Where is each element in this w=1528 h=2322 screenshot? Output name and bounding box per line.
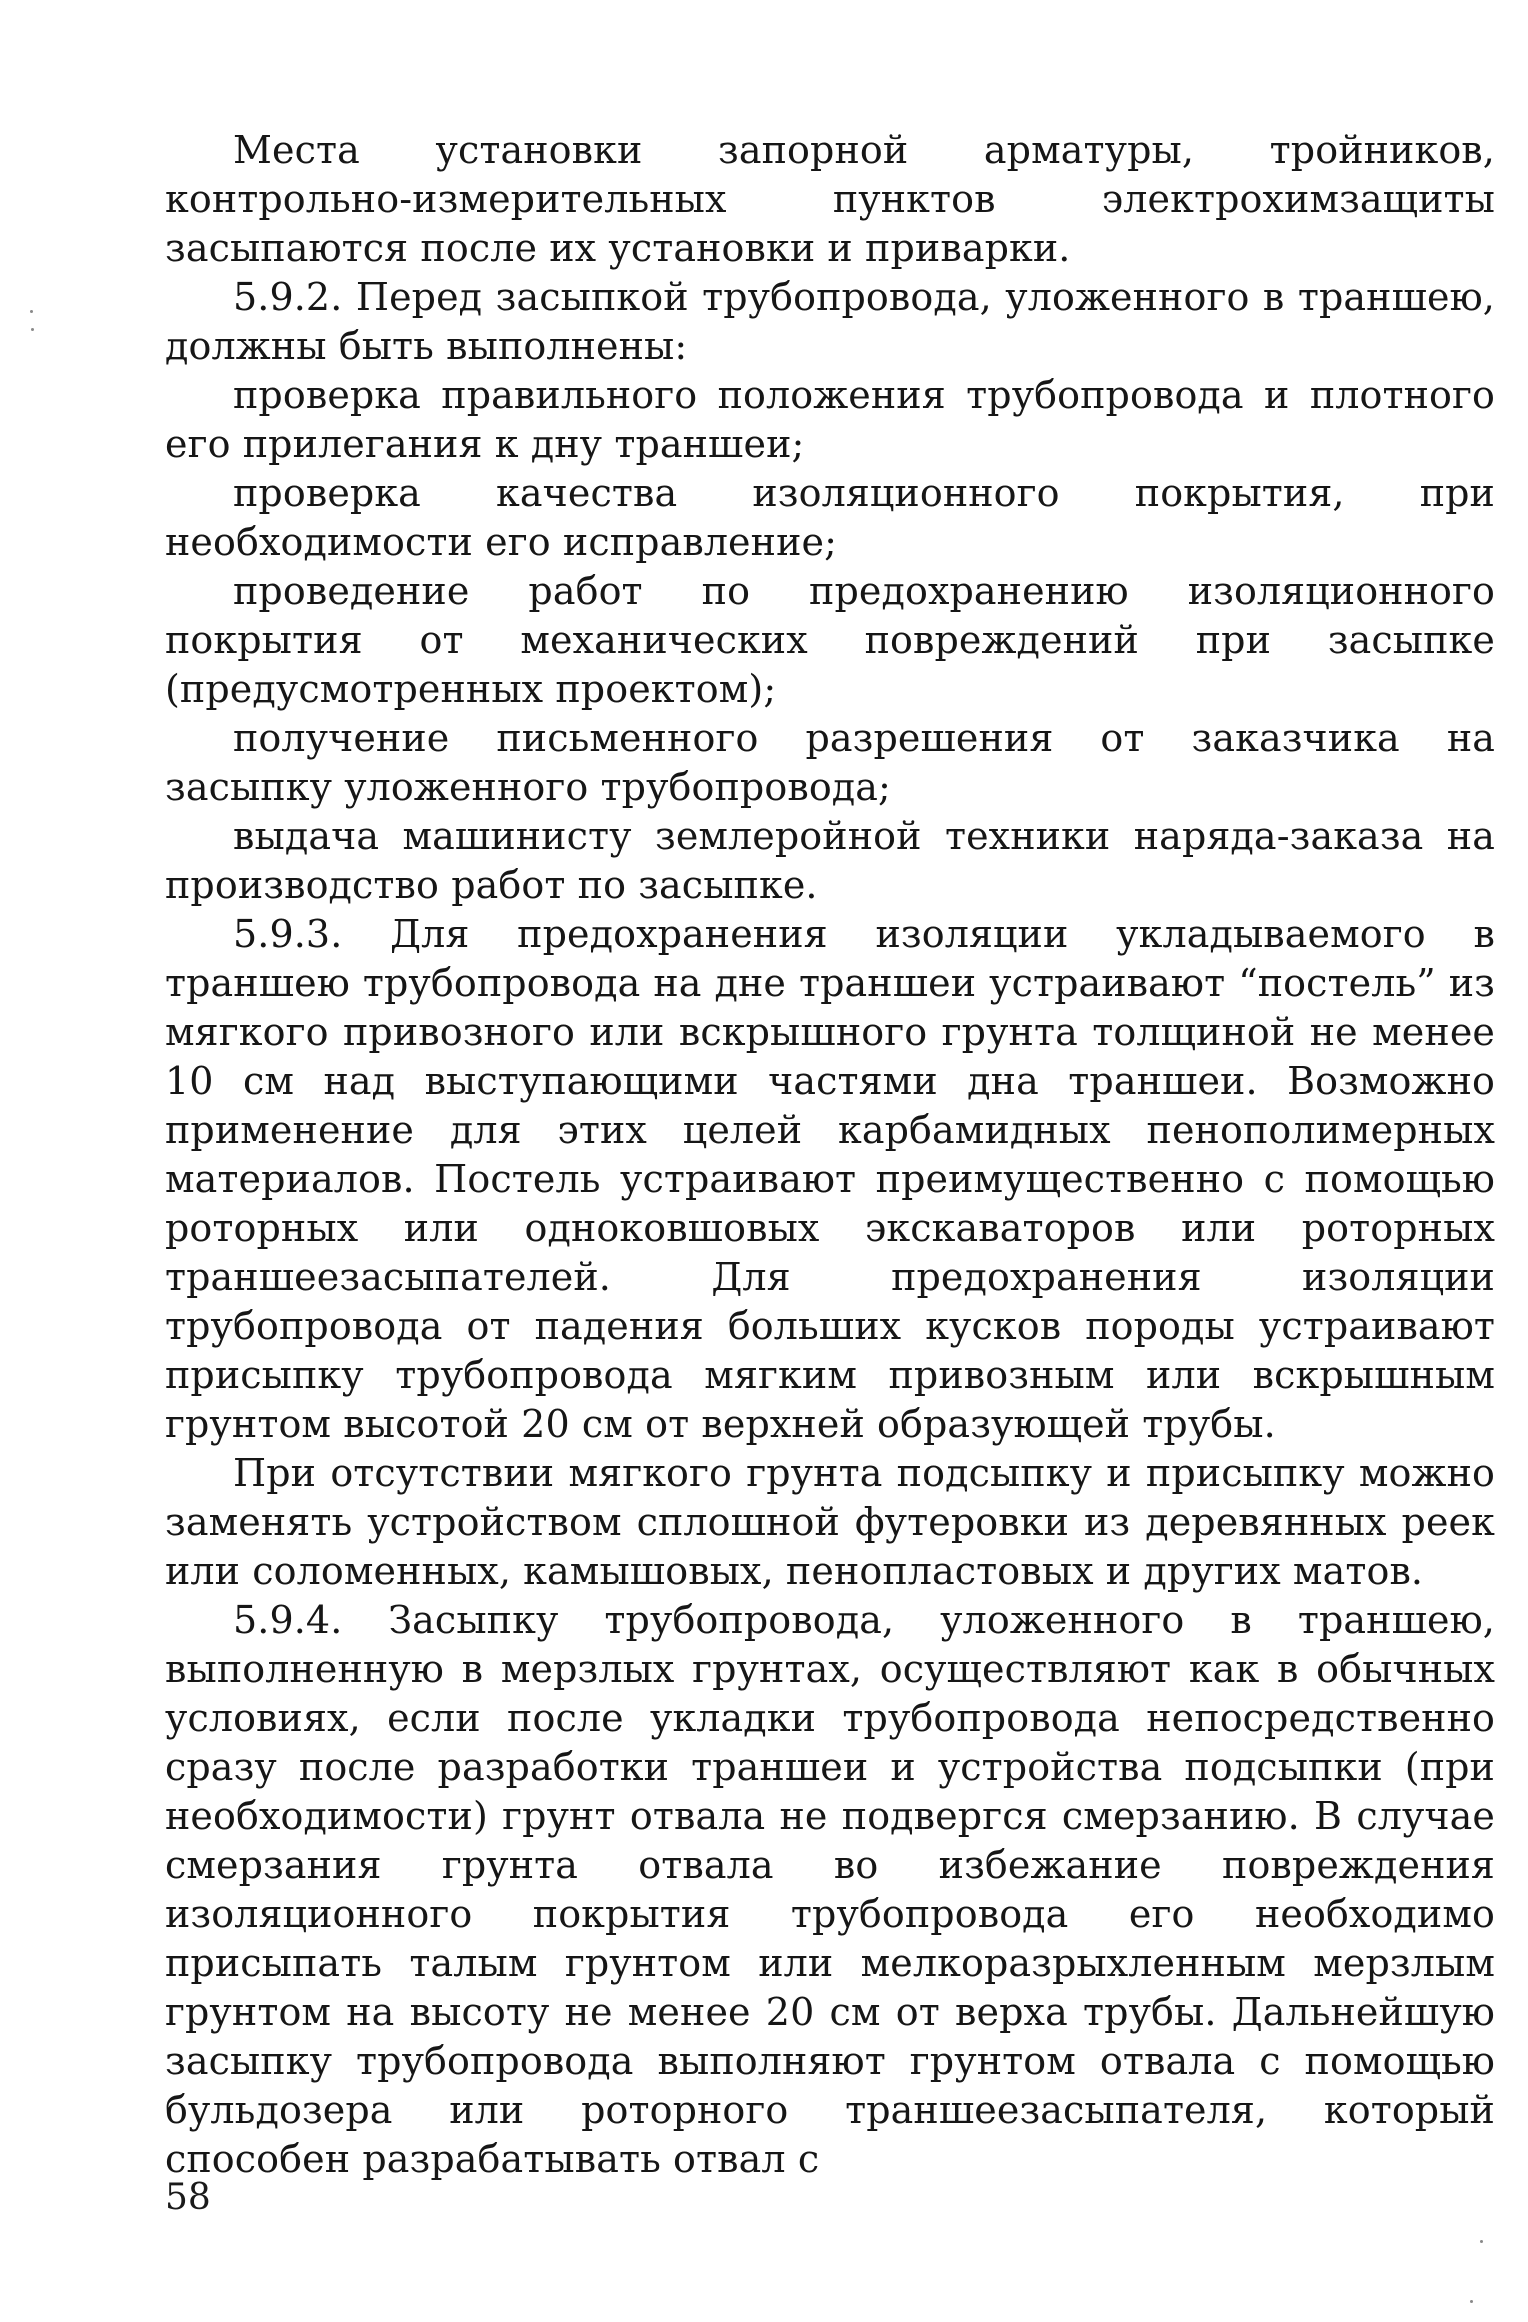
scan-speck [31, 328, 34, 331]
scan-speck [30, 310, 33, 313]
list-item-position-check: проверка правильного положения трубопровода и плотного его прилегания к дну траншеи; [165, 373, 1495, 466]
list-item-work-order: выдача машинисту землеройной техники наряда-заказа на производство работ по засыпке. [165, 814, 1495, 907]
paragraph-5-9-3: 5.9.3. Для предохранения изоляции укладываемого в траншею трубопровода на дне траншеи устраивают “постель” из мягкого привозного или вскрышного грунта толщиной не менее 10 см над выступающими частями дна траншеи. Возможно применение для этих целей карбамидных пенополимерных материалов. Постель устраивают преимущественно с помощью роторных или одноковшовых экскаваторов или роторных траншеезасыпателей. Для предохранения изоляции трубопровода от падения больших кусков породы устраивают присыпку трубопровода мягким привозным или вскрышным грунтом высотой 20 см от верхней образующей трубы. [165, 912, 1495, 1446]
scan-speck [1470, 2300, 1473, 2303]
page-body [165, 126, 1495, 2184]
paragraph-fittings-backfill: Места установки запорной арматуры, тройников, контрольно-измерительных пунктов электрохимзащиты засыпаются после их установки и приварки. [165, 128, 1495, 270]
paragraph-5-9-2: 5.9.2. Перед засыпкой трубопровода, уложенного в траншею, должны быть выполнены: [165, 275, 1495, 368]
paragraph-5-9-4: 5.9.4. Засыпку трубопровода, уложенного в траншею, выполненную в мерзлых грунтах, осуществляют как в обычных условиях, если после укладки трубопровода непосредственно сразу после разработки траншеи и устройства подсыпки (при необходимости) грунт отвала не подвергся смерзанию. В случае смерзания грунта отвала во избежание повреждения изоляционного покрытия трубопровода его необходимо присыпать талым грунтом или мелкоразрыхленным мерзлым грунтом на высоту не менее 20 см от верха трубы. Дальнейшую засыпку трубопровода выполняют грунтом отвала с помощью бульдозера или роторного траншеезасыпателя, который способен разрабатывать отвал с [165, 1598, 1495, 2181]
page-number: 58 [165, 2177, 211, 2218]
list-item-insulation-check: проверка качества изоляционного покрытия, при необходимости его исправление; [165, 471, 1495, 564]
list-item-written-permission: получение письменного разрешения от заказчика на засыпку уложенного трубопровода; [165, 716, 1495, 809]
paragraph-lining-alternative: При отсутствии мягкого грунта подсыпку и присыпку можно заменять устройством сплошной футеровки из деревянных реек или соломенных, камышовых, пенопластовых и других матов. [165, 1451, 1495, 1593]
list-item-insulation-protection: проведение работ по предохранению изоляционного покрытия от механических повреждений при засыпке (предусмотренных проектом); [165, 569, 1495, 711]
scan-speck [1480, 2240, 1483, 2243]
